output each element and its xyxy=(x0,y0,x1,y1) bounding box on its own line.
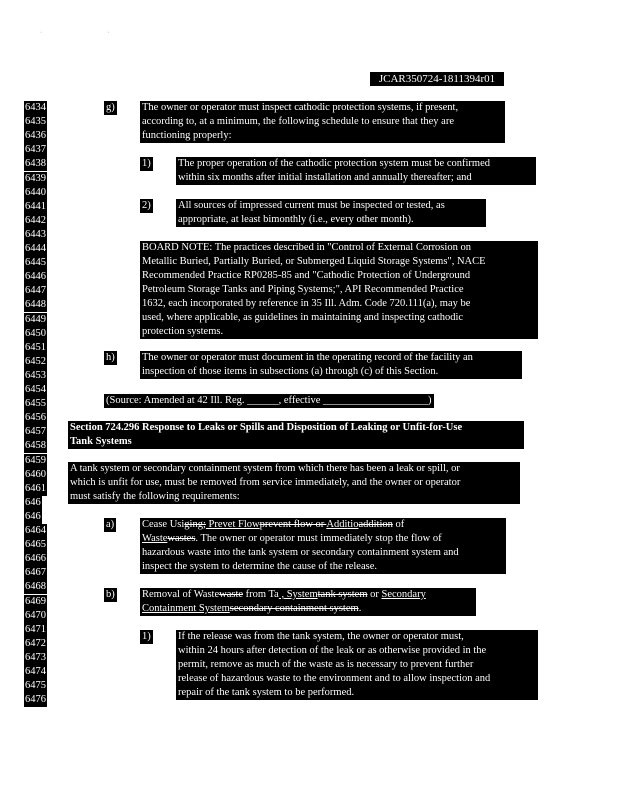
paragraph-h xyxy=(140,351,522,379)
line-number: 6440 xyxy=(25,186,46,198)
line-number: 6437 xyxy=(25,144,46,156)
text-line: (Source: Amended at 42 Ill. Reg. ______, effective ____________________) xyxy=(106,395,432,406)
text-line: permit, remove as much of the waste as is necessary to prevent further xyxy=(178,659,474,670)
text-line: BOARD NOTE: The practices described in "Control of External Corrosion on xyxy=(142,242,471,253)
line-number: 6451 xyxy=(25,341,46,353)
line-number: 6474 xyxy=(25,666,46,677)
marker-g1: 1) xyxy=(142,158,151,169)
text-line: The owner or operator must document in the operating record of the facility an xyxy=(142,352,473,363)
text-line: within 24 hours after detection of the leak or as otherwise provided in the xyxy=(178,645,487,656)
text-line: If the release was from the tank system, the owner or operator must, xyxy=(178,631,464,642)
line-number: 6434 xyxy=(25,102,46,113)
line-number: 6441 xyxy=(25,200,46,212)
text-line: used, where applicable, as guidelines in maintaining and inspecting cathodic xyxy=(142,312,464,323)
text-line: functioning properly: xyxy=(142,130,232,141)
text-run: . xyxy=(358,603,362,614)
text-run: from Ta xyxy=(243,589,279,600)
line-number: 6436 xyxy=(25,130,46,142)
inserted-text: t Flow xyxy=(232,519,260,530)
heading-a-line xyxy=(142,518,472,532)
line-number: 6459 xyxy=(25,454,46,466)
section-intro xyxy=(68,462,520,504)
text-run: Cease Usi xyxy=(142,519,185,530)
source-note xyxy=(104,394,434,408)
line-number: 6444 xyxy=(25,243,46,254)
line-number: 6439 xyxy=(25,172,46,184)
text-run: Removal of Waste xyxy=(142,589,220,600)
marker-g2: 2) xyxy=(142,200,151,211)
line-number: 6460 xyxy=(25,468,46,480)
paragraph-g2 xyxy=(176,199,486,227)
text-line: inspection of those items in subsections (a) through (c) of this Section. xyxy=(142,366,439,377)
text-line: must satisfy the following requirements: xyxy=(70,491,240,502)
paragraph-g xyxy=(140,101,505,143)
line-number: 6454 xyxy=(25,384,46,395)
inserted-text: Addi xyxy=(326,519,348,530)
line-number: 646 xyxy=(25,510,41,522)
line-number: 6458 xyxy=(25,440,46,452)
marker-b: b) xyxy=(106,589,115,600)
line-number: 6457 xyxy=(25,426,46,438)
struck-text: secondary containment system xyxy=(229,603,359,614)
text-line: 1632, each incorporated by reference in 35 Ill. Adm. Code 720.111(a), may be xyxy=(142,298,471,309)
marker-h: h) xyxy=(106,352,115,363)
line-number: 6452 xyxy=(25,355,46,367)
line-number: 6438 xyxy=(25,158,46,170)
text-run: or xyxy=(367,589,382,600)
struck-text: tank system xyxy=(317,589,368,600)
line-number: 6456 xyxy=(25,412,46,424)
inserted-text: Containment System xyxy=(142,603,230,614)
text-line: Tank Systems xyxy=(70,436,132,447)
text-line: according to, at a minimum, the following schedule to ensure that they are xyxy=(142,116,454,127)
document-id: JCAR350724-1811394r01 xyxy=(370,72,504,86)
text-line: release of hazardous waste to the environment and to allow inspection and xyxy=(178,673,491,684)
inserted-text: Secondary xyxy=(381,589,426,600)
line-number: 6449 xyxy=(25,313,46,325)
struck-text: waste xyxy=(219,589,244,600)
section-title xyxy=(68,421,524,449)
line-number: 646 xyxy=(25,496,41,508)
paragraph-a xyxy=(140,518,506,574)
inserted-text: tio xyxy=(347,519,359,530)
text-line: protection systems. xyxy=(142,326,224,337)
line-number: 6470 xyxy=(25,609,46,621)
text-line: hazardous waste into the tank system or secondary containment system and xyxy=(142,547,459,558)
text-line: appropriate, at least bimonthly (i.e., every other month). xyxy=(178,214,414,225)
line-number: 6464 xyxy=(25,525,46,536)
text-line: inspect the system to determine the cause of the release. xyxy=(142,561,377,572)
scan-specks: · · xyxy=(40,30,142,36)
line-number: 6445 xyxy=(25,257,46,269)
struck-text: wastes xyxy=(167,533,196,544)
paragraph-b1 xyxy=(176,630,538,700)
text-line: Section 724.296 Response to Leaks or Spills and Disposition of Leaking or Unfit-for-Use xyxy=(70,422,463,433)
line-number: 6468 xyxy=(25,581,46,593)
text-line: Recommended Practice RP0285-85 and "Cathodic Protection of Underground xyxy=(142,270,471,281)
line-number: 6448 xyxy=(25,299,46,311)
text-line xyxy=(142,602,394,616)
text-line: A tank system or secondary containment system from which there has been a leak or spill, or xyxy=(70,463,460,474)
text-run: of xyxy=(392,519,405,530)
text-run: . The owner or operator must immediately stop the flow of xyxy=(195,533,442,544)
line-number: 6446 xyxy=(25,271,46,283)
line-number: 6450 xyxy=(25,327,46,339)
paragraph-g1 xyxy=(176,157,536,185)
struck-text: prevent flow or xyxy=(259,519,327,530)
text-line: The proper operation of the cathodic protection system must be confirmed xyxy=(178,158,490,169)
inserted-text: Waste xyxy=(142,533,168,544)
line-number: 6476 xyxy=(25,694,46,706)
text-line: The owner or operator must inspect cathodic protection systems, if present, xyxy=(142,102,459,113)
line-number: 6475 xyxy=(25,680,46,692)
text-line xyxy=(142,588,474,602)
line-number: 6455 xyxy=(25,398,46,410)
text-line: which is unfit for use, must be removed from service immediately, and the owner or operator xyxy=(70,477,461,488)
line-number: 6461 xyxy=(25,482,46,494)
line-number: 6465 xyxy=(25,539,46,551)
text-line: repair of the tank system to be performed. xyxy=(178,687,355,698)
line-number: 6473 xyxy=(25,651,46,663)
line-number: 6469 xyxy=(25,595,46,607)
text-line: within six months after initial installation and annually thereafter; and xyxy=(178,172,472,183)
paragraph-b xyxy=(140,588,476,616)
marker-g: g) xyxy=(106,102,115,113)
text-line: All sources of impressed current must be inspected or tested, as xyxy=(178,200,445,211)
line-number: 6472 xyxy=(25,637,46,649)
marker-a: a) xyxy=(106,519,115,530)
line-number: 6443 xyxy=(25,228,46,240)
inserted-text: , System xyxy=(278,589,318,600)
line-number: 6466 xyxy=(25,553,46,565)
line-number: 6453 xyxy=(25,369,46,381)
line-number: 6442 xyxy=(25,214,46,226)
marker-b1: 1) xyxy=(142,631,151,642)
struck-text: ging; xyxy=(184,519,206,530)
line-number: 6467 xyxy=(25,567,46,579)
line-number: 6435 xyxy=(25,116,46,128)
struck-text: addition xyxy=(358,519,393,530)
line-number: 6447 xyxy=(25,285,46,297)
text-line xyxy=(142,532,504,546)
text-line: Petroleum Storage Tanks and Piping Systems;", API Recommended Practice xyxy=(142,284,464,295)
board-note xyxy=(140,241,538,339)
inserted-text: Preve xyxy=(205,519,233,530)
text-line: Metallic Buried, Partially Buried, or Submerged Liquid Storage Systems", NACE xyxy=(142,256,486,267)
line-number: 6471 xyxy=(25,623,46,635)
